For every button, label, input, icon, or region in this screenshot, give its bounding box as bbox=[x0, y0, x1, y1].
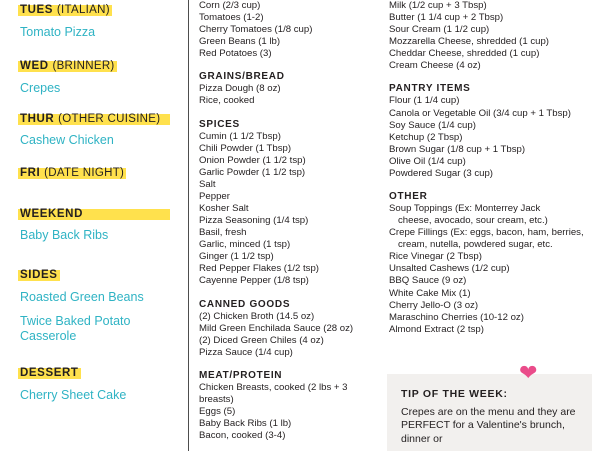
menu-day-wed bbox=[20, 56, 180, 96]
menu-day-wed-recipe[interactable]: Crepes bbox=[20, 80, 61, 95]
list-item: Rice Vinegar (2 Tbsp) bbox=[389, 251, 482, 263]
list-item: Olive Oil (1/4 cup) bbox=[389, 155, 466, 167]
menu-day-tues-sub: (ITALIAN) bbox=[56, 4, 110, 16]
list-item: Garlic Powder (1 1/2 tsp) bbox=[199, 166, 306, 178]
list-item: Ginger (1 1/2 tsp) bbox=[199, 251, 274, 263]
grocery-category-canned-goods bbox=[199, 299, 381, 359]
menu-sides-header bbox=[20, 268, 58, 282]
list-item: Canola or Vegetable Oil (3/4 cup + 1 Tbsp) bbox=[389, 107, 571, 119]
category-items bbox=[389, 203, 589, 336]
list-item: Cherry Jello-O (3 oz) bbox=[389, 299, 479, 311]
list-item: Baby Back Ribs (1 lb) bbox=[199, 418, 292, 430]
menu-day-wed-label: WED bbox=[20, 59, 49, 72]
grocery-dairy-continued-list bbox=[389, 0, 589, 72]
list-item: Kosher Salt bbox=[199, 203, 249, 215]
list-item: Corn (2/3 cup) bbox=[199, 0, 261, 11]
menu-day-fri-sub: (DATE NIGHT) bbox=[44, 167, 125, 180]
list-item: (2) Chicken Broth (14.5 oz) bbox=[199, 310, 315, 322]
list-item: Onion Powder (1 1/2 tsp) bbox=[199, 154, 306, 166]
grocery-category-spices bbox=[199, 119, 381, 288]
list-item: Brown Sugar (1/8 cup + 1 Tbsp) bbox=[389, 143, 526, 155]
category-items bbox=[199, 83, 381, 107]
menu-day-wed-header bbox=[20, 59, 115, 73]
menu-sides-recipe-2-cont[interactable]: Casserole bbox=[20, 328, 77, 343]
list-item: Cherry Tomatoes (1/8 cup) bbox=[199, 24, 313, 36]
menu-column bbox=[20, 0, 180, 451]
list-item: Red Pepper Flakes (1/2 tsp) bbox=[199, 263, 319, 275]
menu-day-thur-sub: (OTHER CUISINE) bbox=[58, 112, 161, 125]
list-item: Flour (1 1/4 cup) bbox=[389, 95, 460, 107]
grocery-category-grains-bread bbox=[199, 71, 381, 107]
category-title: OTHER bbox=[389, 191, 428, 203]
menu-day-thur-label: THUR bbox=[20, 112, 55, 125]
list-item: Sour Cream (1 1/2 cup) bbox=[389, 24, 490, 36]
grocery-category-other bbox=[389, 191, 589, 336]
list-item: Soup Toppings (Ex: Monterrey Jack bbox=[389, 203, 541, 215]
menu-dessert bbox=[20, 363, 180, 403]
list-item: Rice, cooked bbox=[199, 95, 255, 107]
list-item: Maraschino Cherries (10-12 oz) bbox=[389, 311, 524, 323]
list-item: cheese, avocado, sour cream, etc.) bbox=[398, 215, 548, 227]
tip-content bbox=[387, 374, 592, 446]
menu-day-tues-label: TUES bbox=[20, 4, 54, 16]
menu-day-fri-label: FRI bbox=[20, 167, 41, 180]
list-item: Milk (1/2 cup + 3 Tbsp) bbox=[389, 0, 487, 11]
list-item: Pepper bbox=[199, 190, 230, 202]
menu-day-weekend-recipe[interactable]: Baby Back Ribs bbox=[20, 228, 109, 243]
list-item: Mild Green Enchilada Sauce (28 oz) bbox=[199, 322, 354, 334]
menu-day-thur-header bbox=[20, 112, 168, 126]
list-item: Garlic, minced (1 tsp) bbox=[199, 239, 291, 251]
menu-day-tues-recipe[interactable]: Tomato Pizza bbox=[20, 25, 96, 39]
category-title: SPICES bbox=[199, 118, 240, 130]
menu-dessert-label: DESSERT bbox=[20, 367, 79, 380]
list-item: Cream Cheese (4 oz) bbox=[389, 60, 481, 72]
list-item: Pizza Seasoning (1/4 tsp) bbox=[199, 215, 309, 227]
list-item: Tomatoes (1-2) bbox=[199, 12, 264, 24]
menu-sides-label: SIDES bbox=[20, 269, 58, 281]
list-item: Unsalted Cashews (1/2 cup) bbox=[389, 263, 510, 275]
list-item: Ketchup (2 Tbsp) bbox=[389, 131, 463, 143]
list-item: Powdered Sugar (3 cup) bbox=[389, 167, 493, 179]
menu-dessert-header bbox=[20, 366, 79, 380]
list-item: Cumin (1 1/2 Tbsp) bbox=[199, 130, 281, 142]
menu-day-tues bbox=[20, 0, 180, 40]
category-items bbox=[389, 95, 589, 180]
category-items bbox=[199, 382, 381, 442]
grocery-produce-continued-list bbox=[199, 0, 381, 60]
menu-day-fri bbox=[20, 163, 180, 181]
menu-day-weekend-label: WEEKEND bbox=[20, 208, 83, 221]
list-item: Eggs (5) bbox=[199, 406, 236, 418]
category-title: PANTRY ITEMS bbox=[389, 83, 471, 95]
tip-of-the-week-box bbox=[387, 360, 592, 451]
list-item: cream, nutella, powdered sugar, etc. bbox=[398, 239, 553, 251]
list-item: Crepe Fillings (Ex: eggs, bacon, ham, berries, bbox=[389, 227, 584, 239]
list-item: Soy Sauce (1/4 cup) bbox=[389, 119, 476, 131]
column-divider bbox=[188, 0, 189, 451]
menu-day-tues-header bbox=[20, 3, 110, 17]
list-item: BBQ Sauce (9 oz) bbox=[389, 275, 467, 287]
category-title: MEAT/PROTEIN bbox=[199, 369, 283, 381]
grocery-category-meat-protein bbox=[199, 370, 381, 442]
category-items bbox=[199, 131, 381, 288]
heart-icon: ❤ bbox=[519, 360, 538, 385]
grocery-column-right bbox=[389, 0, 589, 345]
menu-sides bbox=[20, 265, 180, 343]
list-item: Cheddar Cheese, shredded (1 cup) bbox=[389, 48, 540, 60]
list-item: Bacon, cooked (3-4) bbox=[199, 430, 286, 442]
menu-day-wed-sub: (BRINNER) bbox=[52, 59, 115, 72]
list-item: Almond Extract (2 tsp) bbox=[389, 323, 484, 335]
list-item: Pizza Sauce (1/4 cup) bbox=[199, 346, 293, 358]
list-item: Chili Powder (1 Tbsp) bbox=[199, 142, 292, 154]
menu-day-thur-recipe[interactable]: Cashew Chicken bbox=[20, 132, 114, 147]
list-item: Mozzarella Cheese, shredded (1 cup) bbox=[389, 36, 549, 48]
list-item: Green Beans (1 lb) bbox=[199, 36, 281, 48]
category-title: GRAINS/BREAD bbox=[199, 71, 285, 83]
grocery-column-left bbox=[199, 0, 381, 451]
list-item: Chicken Breasts, cooked (2 lbs + 3 breasts) bbox=[199, 381, 348, 405]
list-item: Salt bbox=[199, 178, 216, 190]
menu-day-weekend-header bbox=[20, 207, 168, 221]
category-items bbox=[199, 311, 381, 359]
menu-day-weekend bbox=[20, 207, 180, 243]
tip-body: Crepes are on the menu and they are PERFECT for a Valentine's brunch, dinner or bbox=[401, 406, 576, 445]
list-item: White Cake Mix (1) bbox=[389, 287, 471, 299]
list-item: Butter (1 1/4 cup + 2 Tbsp) bbox=[389, 12, 504, 24]
list-item: Red Potatoes (3) bbox=[199, 48, 272, 60]
list-item: Cayenne Pepper (1/8 tsp) bbox=[199, 275, 309, 287]
menu-day-fri-header bbox=[20, 166, 124, 180]
tip-title: TIP OF THE WEEK: bbox=[401, 388, 508, 400]
grocery-category-pantry-items bbox=[389, 83, 589, 180]
list-item: Basil, fresh bbox=[199, 227, 247, 239]
list-item: (2) Diced Green Chiles (4 oz) bbox=[199, 334, 324, 346]
category-title: CANNED GOODS bbox=[199, 298, 291, 310]
list-item: Pizza Dough (8 oz) bbox=[199, 83, 281, 95]
menu-sides-recipe-2[interactable]: Twice Baked Potato bbox=[20, 313, 131, 328]
menu-sides-recipe-1[interactable]: Roasted Green Beans bbox=[20, 290, 144, 304]
menu-day-thur bbox=[20, 112, 180, 148]
menu-dessert-recipe[interactable]: Cherry Sheet Cake bbox=[20, 388, 127, 403]
